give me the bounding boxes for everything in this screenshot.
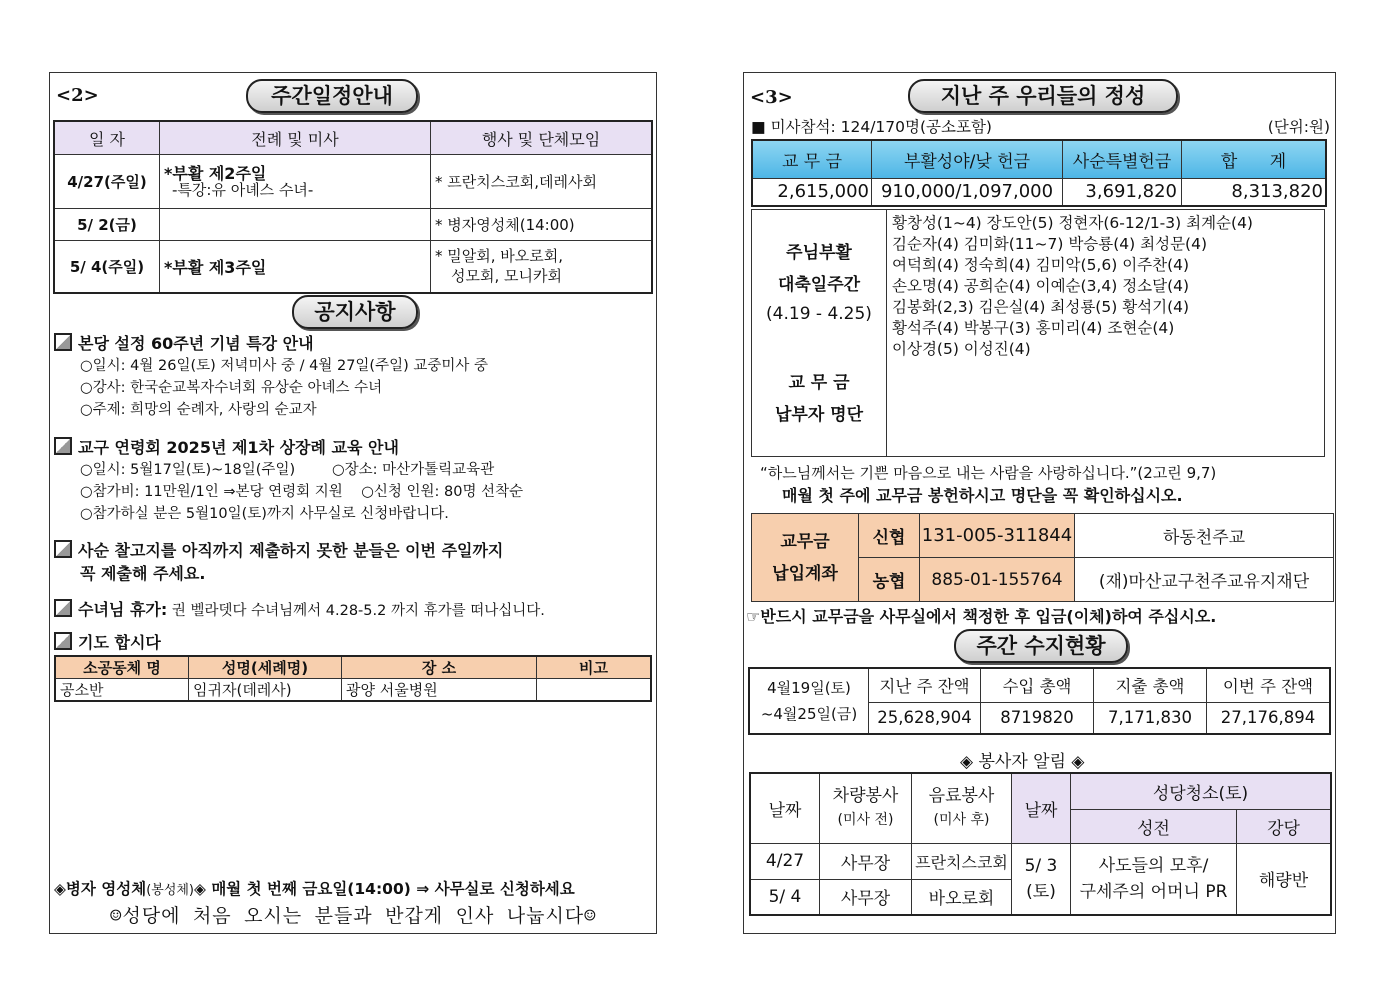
payment-note: ☞반드시 교무금을 사무실에서 책정한 후 입금(이체)하여 주십시오. (746, 607, 1217, 626)
offering-header: 교 무 금 (752, 140, 872, 178)
finance-table (748, 667, 1331, 735)
checkbox-icon (54, 540, 72, 558)
prayer-header: 성명(세례명) (189, 656, 342, 679)
table-row (55, 679, 651, 702)
sick-communion-note (54, 877, 575, 899)
liturgy-main: *부활 제2주일 (164, 163, 267, 183)
finance-value: 8719820 (981, 702, 1094, 734)
notices-title: 공지사항 (292, 295, 418, 329)
account-holder: 하동천주교 (1075, 514, 1334, 558)
prayer-cell (537, 679, 652, 702)
offering-header: 부활성야/낮 헌금 (872, 140, 1063, 178)
page-number: <2> (56, 85, 99, 106)
table-row (750, 843, 1331, 879)
prayer-table (54, 655, 652, 702)
clean-date-line: (토) (1026, 881, 1056, 902)
vol-date: 4/27 (750, 843, 820, 879)
vol-header-date2: 날짜 (1012, 773, 1071, 843)
vol-drink: 프란치스코회 (912, 843, 1012, 879)
prayer-cell: 공소반 (55, 679, 189, 702)
schedule-date: 4/27(주일) (54, 155, 160, 209)
account-holder: (재)마산교구천주교유지재단 (1075, 558, 1334, 602)
volunteer-title: ◈ 봉사자 알림 ◈ (960, 752, 1085, 772)
vol-header-text: 차량봉사 (832, 786, 899, 807)
schedule-date: 5/ 2(금) (54, 209, 160, 241)
account-number: 885-01-155764 (920, 558, 1075, 602)
vol-header-car (820, 773, 912, 843)
notice-title-cont: 꼭 제출해 주세요. (80, 564, 206, 583)
note-bold: ◈병자 영성체 (54, 880, 147, 898)
schedule-title: 주간일정안내 (246, 79, 418, 113)
prayer-header: 장 소 (342, 656, 537, 679)
checkbox-icon (54, 599, 72, 617)
notice-title (54, 597, 545, 620)
offering-header: 합 계 (1182, 140, 1327, 178)
bank-name: 농협 (859, 558, 920, 602)
donor-line: 김봉화(2,3) 김은실(4) 최성룡(5) 황석기(4) (892, 298, 1190, 316)
notice-title (54, 538, 503, 561)
page-3-panel (743, 72, 1336, 934)
donor-label-line: 대축일주간 (777, 275, 861, 295)
account-label-line: 교무금 (780, 531, 830, 552)
donor-label-line: (4.19 - 4.25) (766, 304, 872, 324)
schedule-event: * 프란치스코회,데레사회 (431, 155, 653, 209)
schedule-header-liturgy: 전례 및 미사 (160, 121, 431, 155)
vol-header-date: 날짜 (750, 773, 820, 843)
finance-header: 지출 총액 (1094, 668, 1207, 702)
notice-title-text: 기도 합시다 (78, 633, 161, 652)
schedule-header-event: 행사 및 단체모임 (431, 121, 653, 155)
finance-header: 이번 주 잔액 (1207, 668, 1331, 702)
donor-box (751, 209, 1325, 457)
clean-date-line: 5/ 3 (1024, 855, 1058, 876)
notice-rest: 권 벨라뎃다 수녀님께서 4.28-5.2 까지 휴가를 떠나십니다. (167, 603, 545, 619)
vol-header-clean-b: 강당 (1237, 809, 1332, 843)
schedule-header-date: 일 자 (54, 121, 160, 155)
finance-period (749, 668, 869, 734)
finance-header: 수입 총액 (981, 668, 1094, 702)
finance-value: 7,171,830 (1094, 702, 1207, 734)
liturgy-sub: -특강:유 아녜스 수녀- (172, 180, 314, 199)
event-line: * 밀알회, 바오로회, (435, 247, 564, 266)
checkbox-icon (54, 333, 72, 351)
schedule-liturgy: *부활 제3주일 (160, 241, 431, 293)
vol-drink: 바오로회 (912, 879, 1012, 915)
donor-label-line: 교 무 금 (788, 373, 850, 393)
donor-line: 황석주(4) 박봉구(3) 홍미리(4) 조현순(4) (892, 319, 1175, 337)
vol-car: 사무장 (820, 843, 912, 879)
clean-date (1012, 843, 1071, 915)
notice-line: ○일시: 4월 26일(토) 저녁미사 중 / 4월 27일(주일) 교중미사 중 (80, 358, 489, 374)
account-table (751, 513, 1334, 602)
offering-header: 사순특별헌금 (1063, 140, 1182, 178)
prayer-header: 비고 (537, 656, 652, 679)
page-2-panel (49, 72, 657, 934)
clean-b: 해량반 (1237, 843, 1332, 915)
notice-title (54, 331, 314, 354)
monthly-note: 매월 첫 주에 교무금 봉헌하시고 명단을 꼭 확인하십시오. (782, 486, 1183, 505)
vol-header-sub: (미사 후) (933, 812, 990, 829)
notices-section (54, 73, 654, 933)
donor-line: 김순자(4) 김미화(11~7) 박승룡(4) 최성문(4) (892, 235, 1207, 253)
offering-value: 2,615,000 (752, 178, 872, 206)
checkbox-icon (54, 632, 72, 650)
notice-line: ○참가하실 분은 5월10일(토)까지 사무실로 신청바랍니다. (80, 506, 449, 522)
donor-line: 손오명(4) 공희순(4) 이예순(3,4) 정소달(4) (892, 277, 1190, 295)
finance-title: 주간 수지현황 (954, 629, 1128, 663)
finance-value: 27,176,894 (1207, 702, 1331, 734)
notice-title (54, 630, 161, 653)
offering-values-row (752, 178, 1326, 206)
notice-title-text: 본당 설정 60주년 기념 특강 안내 (78, 334, 314, 353)
scripture-quote: “하느님께서는 기쁜 마음으로 내는 사람을 사랑하십니다.”(2고린 9,7) (760, 464, 1217, 482)
offering-value: 910,000/1,097,000 (872, 178, 1063, 206)
attendance: ■ 미사참석: 124/170명(공소포함) (751, 118, 992, 136)
notice-title-text: 사순 찰고지를 아직까지 제출하지 못한 분들은 이번 주일까지 (78, 541, 504, 560)
donor-label-line: 납부자 명단 (774, 405, 864, 425)
note-small: (봉성체) (146, 883, 195, 898)
vol-header-sub: (미사 전) (837, 812, 894, 829)
bank-name: 신협 (859, 514, 920, 558)
notice-title-text: 교구 연령회 2025년 제1차 상장례 교육 안내 (78, 438, 399, 457)
vol-date: 5/ 4 (750, 879, 820, 915)
vol-header-clean-a: 성전 (1071, 809, 1237, 843)
prayer-header: 소공동체 명 (55, 656, 189, 679)
offering-table (751, 139, 1327, 207)
clean-a-line: 사도들의 모후/ (1098, 855, 1209, 876)
donor-label-line: 주님부활 (786, 243, 852, 263)
donor-list (892, 213, 1253, 360)
vol-header-drink (912, 773, 1012, 843)
notice-title (54, 435, 399, 458)
checkbox-icon (54, 437, 72, 455)
account-label (752, 514, 859, 602)
finance-value: 25,628,904 (869, 702, 981, 734)
notice-line: ○참가비: 11만원/1인 ⇒본당 연령회 지원 ○신청 인원: 80명 선착순 (80, 484, 524, 500)
period-line: ~4월25일(금) (760, 705, 858, 723)
finance-header: 지난 주 잔액 (869, 668, 981, 702)
vol-header-clean: 성당청소(토) (1071, 773, 1332, 809)
donor-line: 여덕희(4) 정숙희(4) 김미악(5,6) 이주찬(4) (892, 256, 1190, 274)
donor-line: 황창성(1~4) 장도안(5) 정현자(6-12/1-3) 최계순(4) (892, 214, 1253, 232)
schedule-event: * 병자영성체(14:00) (431, 209, 653, 241)
donor-label (752, 210, 887, 456)
period-line: 4월19일(토) (767, 679, 851, 697)
clean-a-line: 구세주의 어머니 PR (1079, 881, 1228, 902)
schedule-date: 5/ 4(주일) (54, 241, 160, 293)
prayer-cell: 광양 서울병원 (342, 679, 537, 702)
notice-line: ○강사: 한국순교복자수녀회 유상순 아녜스 수녀 (80, 380, 383, 396)
note-rest: ◈ 매월 첫 번째 금요일(14:00) ⇒ 사무실로 신청하세요 (194, 880, 575, 898)
welcome-note: ☺성당에 처음 오시는 분들과 반갑게 인사 나눕시다☺ (110, 905, 597, 927)
clean-a (1071, 843, 1237, 915)
offering-value: 8,313,820 (1182, 178, 1327, 206)
vol-car: 사무장 (820, 879, 912, 915)
notice-title-text: 수녀님 휴가: (78, 600, 168, 619)
notice-line: ○일시: 5월17일(토)~18일(주일) ○장소: 마산가톨릭교육관 (80, 462, 495, 478)
notice-line: ○주제: 희망의 순례자, 사랑의 순교자 (80, 402, 317, 418)
vol-header-text: 음료봉사 (928, 786, 995, 807)
donor-line: 이상경(5) 이성진(4) (892, 340, 1031, 358)
volunteer-table (749, 772, 1332, 916)
unit-label: (단위:원) (1267, 118, 1330, 136)
account-number: 131-005-311844 (920, 514, 1075, 558)
offering-value: 3,691,820 (1063, 178, 1182, 206)
account-label-line: 납입계좌 (772, 563, 838, 584)
offering-title: 지난 주 우리들의 정성 (908, 79, 1178, 113)
event-line: 성모회, 모니카회 (451, 267, 562, 286)
page-number: <3> (750, 87, 793, 108)
prayer-cell: 임귀자(데레사) (189, 679, 342, 702)
